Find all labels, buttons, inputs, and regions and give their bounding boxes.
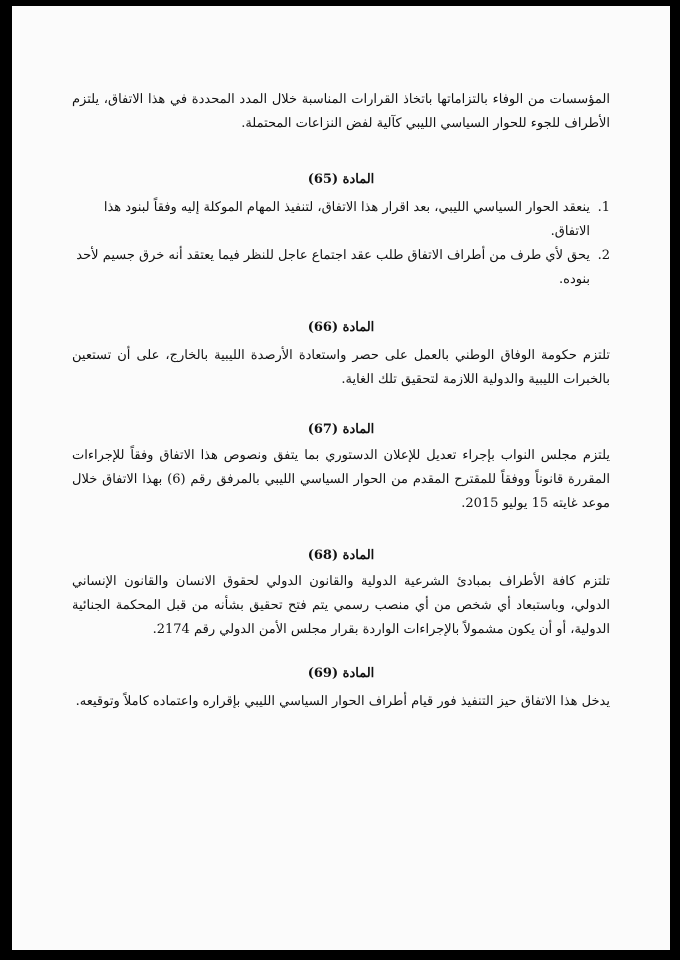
article-66-heading: المادة (66) (307, 320, 375, 335)
article-65-list (72, 196, 610, 292)
article-68-heading: المادة (68) (307, 548, 375, 563)
intro-paragraph: المؤسسات من الوفاء بالتزاماتها باتخاذ القرارات المناسبة خلال المدد المحددة في هذا الاتفاق، يلتزم الأطراف للجوء للحوار السياسي الليبي كآلية لفض النزاعات المحتملة. (72, 92, 610, 131)
list-item-text: ينعقد الحوار السياسي الليبي، بعد اقرار هذا الاتفاق، لتنفيذ المهام الموكلة إليه وفقاً لبنود هذا الاتفاق. (103, 200, 590, 239)
list-item (72, 196, 610, 244)
list-item-number: 2. (597, 248, 610, 263)
article-65-heading: المادة (65) (307, 172, 375, 187)
article-69-heading: المادة (69) (307, 666, 375, 681)
list-item-text: يحق لأي طرف من أطراف الاتفاق طلب عقد اجتماع عاجل للنظر فيما يعتقد أنه خرق جسيم لأحد بنوده. (76, 248, 590, 287)
article-69-text: يدخل هذا الاتفاق حيز التنفيذ فور قيام أطراف الحوار السياسي الليبي بإقراره واعتماده كاملاً وتوقيعه. (75, 694, 610, 709)
document-page (12, 6, 670, 950)
article-66-text: تلتزم حكومة الوفاق الوطني بالعمل على حصر واستعادة الأرصدة الليبية بالخارج، على أن تستعين بالخبرات الليبية والدولية اللازمة لتحقيق تلك الغاية. (72, 348, 610, 387)
article-68-text: تلتزم كافة الأطراف بمبادئ الشرعية الدولية والقانون الدولي لحقوق الانسان والقانون الإنساني الدولي، وباستبعاد أي شخص من أي منصب رسمي يتم فتح تحقيق بشأنه من قبل المحكمة الجنائية الدولية، أو أن يكون مشمولاً بالإجراءات الواردة بقرار مجلس الأمن الدولي رقم 2174. (72, 574, 610, 637)
article-67-text: يلتزم مجلس النواب بإجراء تعديل للإعلان الدستوري بما يتفق ونصوص هذا الاتفاق وفقاً للإجراءات المقررة قانوناً ووفقاً للمقترح المقدم من الحوار السياسي الليبي بالمرفق رقم (6) بهذا الاتفاق خلال موعد غايته 15 يوليو 2015. (72, 448, 610, 511)
document-body (72, 88, 610, 714)
article-67-heading: المادة (67) (307, 422, 375, 437)
list-item (72, 244, 610, 292)
list-item-number: 1. (597, 200, 610, 215)
